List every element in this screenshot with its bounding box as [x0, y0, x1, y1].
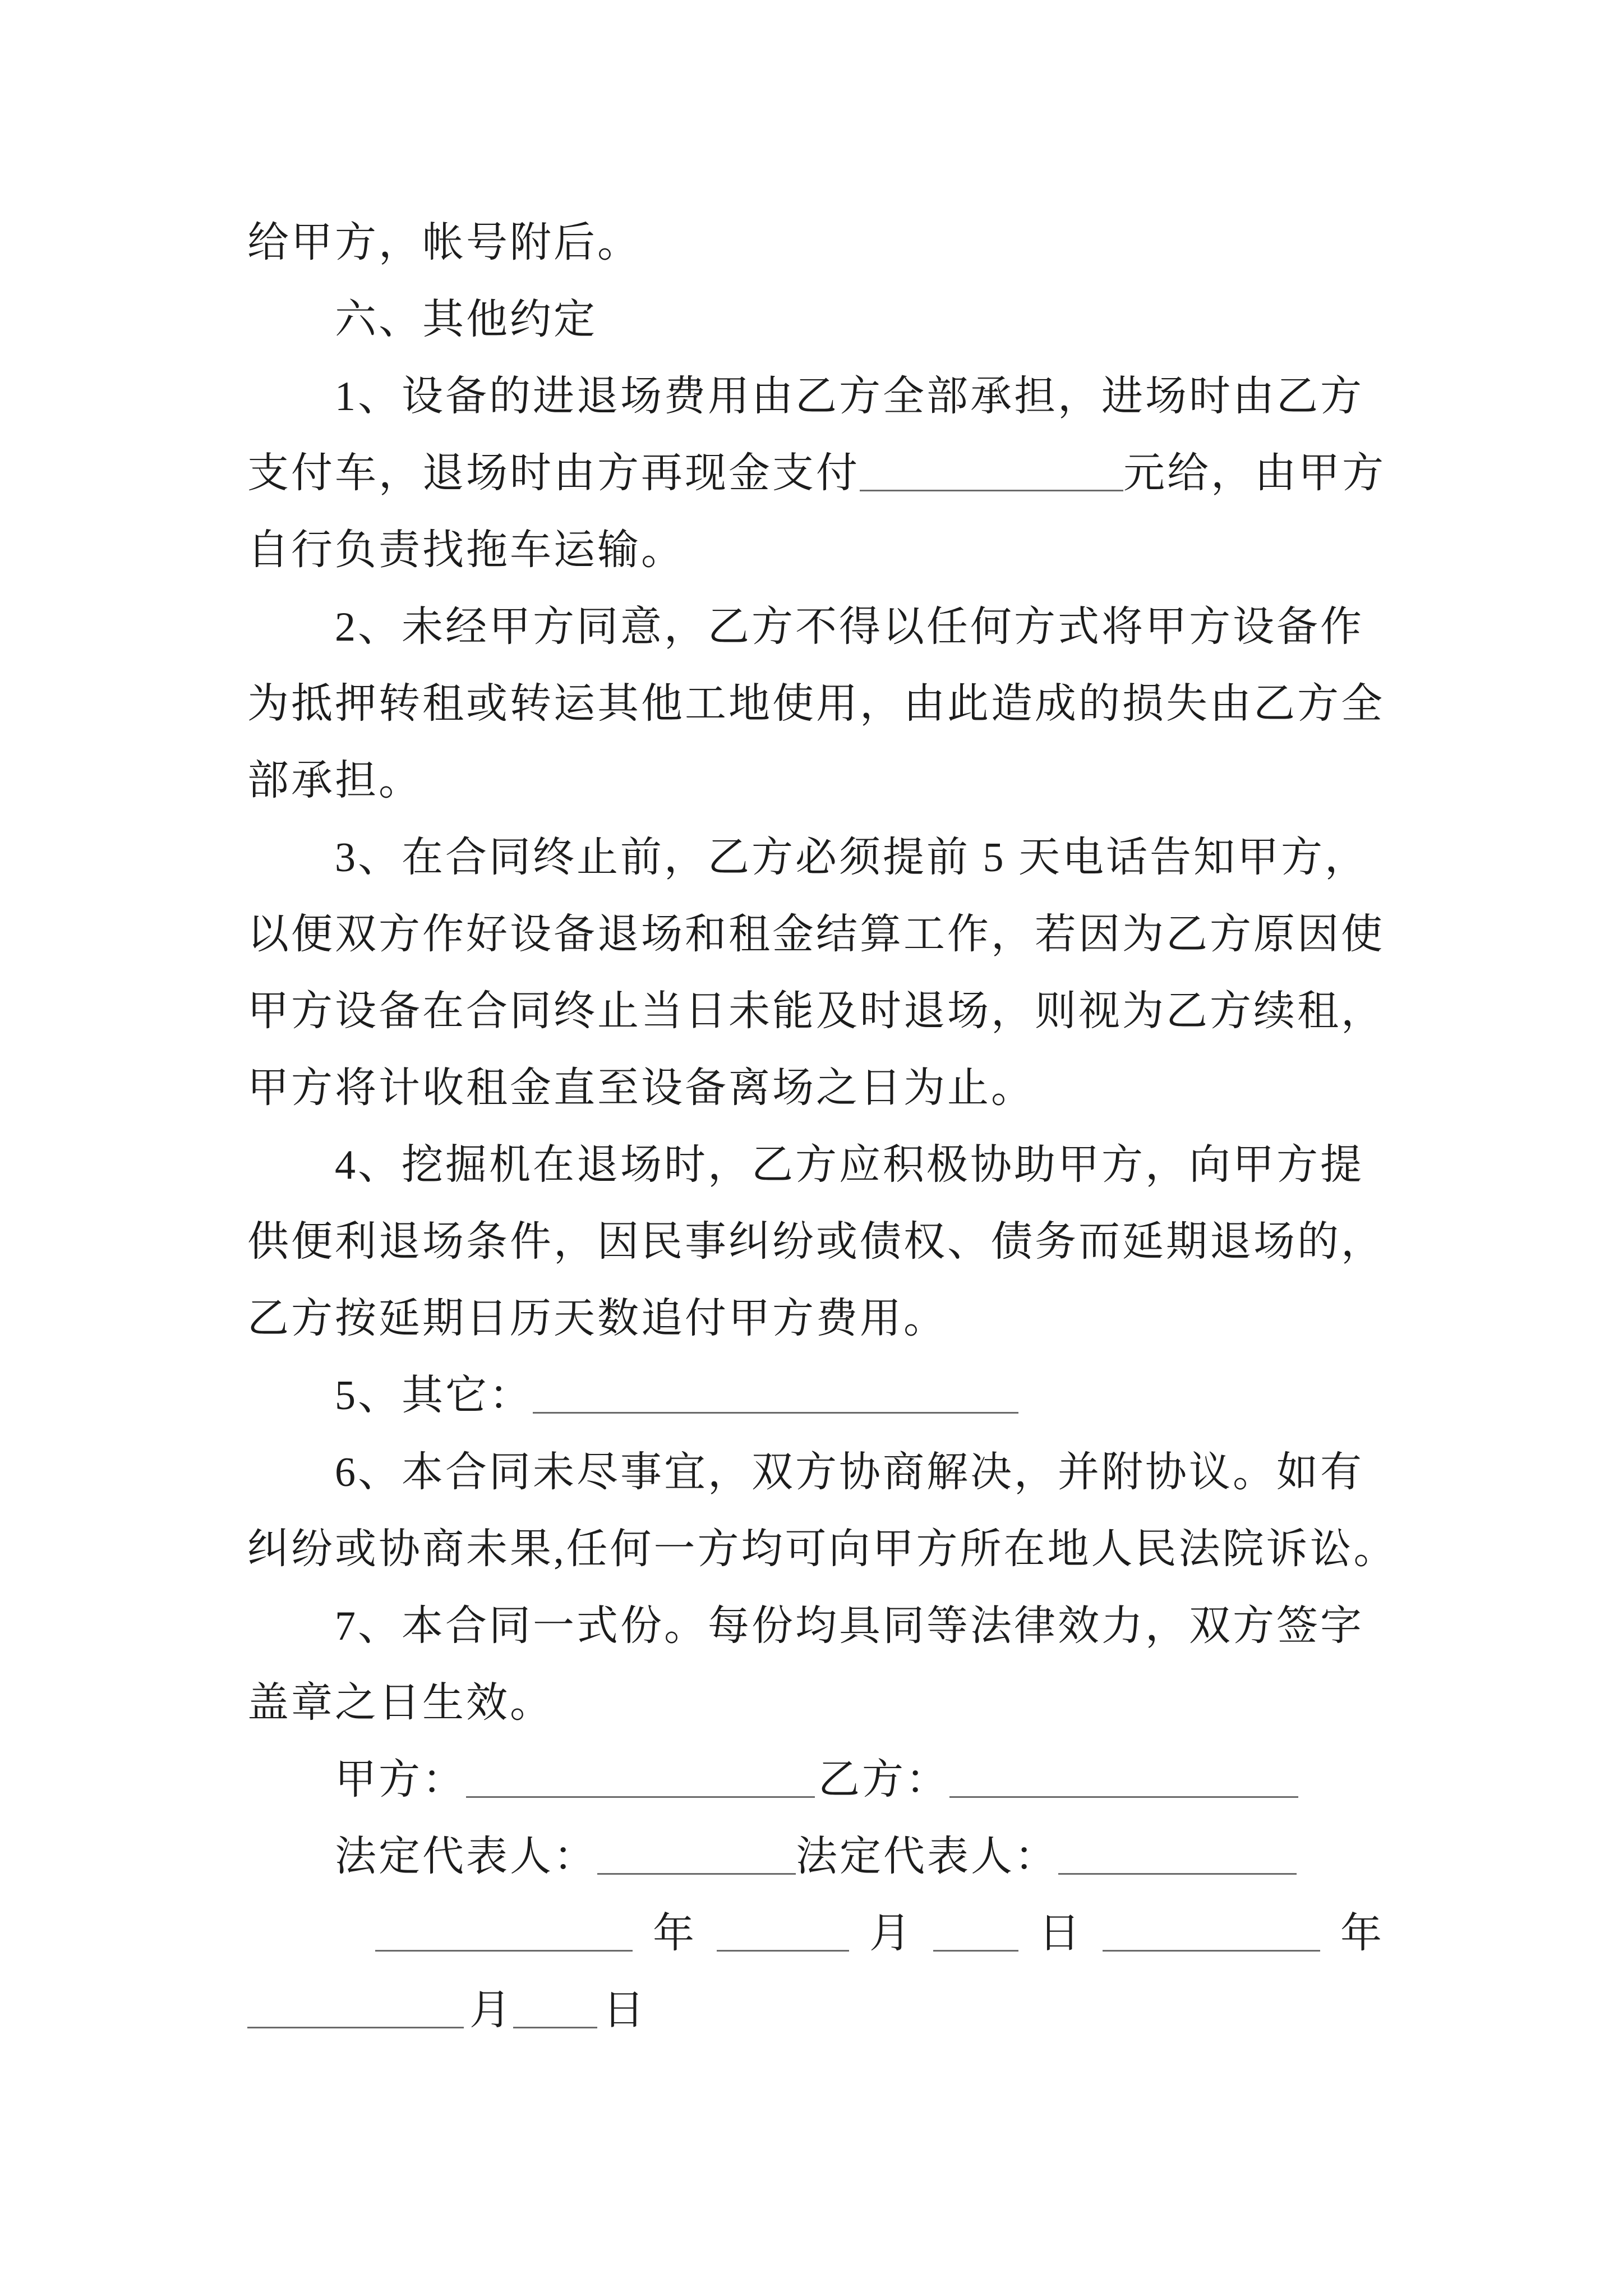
- rep-a-label: 法定代表人：: [335, 1834, 597, 1880]
- clause-line: 7、本合同一式份。每份均具同等法律效力，双方签字: [335, 1603, 1364, 1649]
- date-b-day-blank: [513, 1993, 597, 2028]
- document-body: [247, 205, 1436, 2049]
- date-b-day-label: 日: [603, 1987, 647, 2033]
- clause-line: 自行负责找拖车运输。: [247, 527, 685, 573]
- clause-line: 甲方将计收租金直至设备离场之日为止。: [247, 1065, 1035, 1111]
- clause-line: 部承担。: [247, 758, 422, 804]
- clause-2: [247, 589, 1436, 820]
- clause-line: 甲方设备在合同终止当日未能及时退场，则视为乙方续租，: [247, 988, 1385, 1034]
- clause-line: 以便双方作好设备退场和租金结算工作，若因为乙方原因使: [247, 912, 1385, 958]
- clause-line: 3、在合同终止前，乙方必须提前 5 天电话告知甲方，: [335, 835, 1368, 881]
- clause-line: [247, 435, 1436, 512]
- party-a-label: 甲方：: [335, 1757, 466, 1803]
- party-a-blank: [466, 1763, 815, 1798]
- fill-in-blank: [533, 1378, 1018, 1414]
- clause-line: 乙方按延期日历天数追付甲方费用。: [247, 1296, 947, 1342]
- clause-label: 5、其它：: [335, 1373, 533, 1419]
- date-line: [247, 1972, 1436, 2049]
- party-b-blank: [949, 1763, 1298, 1798]
- rep-a-blank: [597, 1839, 796, 1875]
- date-a-year-label: 年: [653, 1911, 697, 1957]
- clause-1: [247, 358, 1436, 589]
- date-line: [247, 1895, 1436, 1972]
- date-a-year-blank: [375, 1916, 633, 1952]
- party-b-label: 乙方：: [818, 1757, 949, 1803]
- clause-text: 支付车，退场时由方再现金支付: [247, 450, 860, 496]
- clause-6: [247, 1434, 1436, 1588]
- fill-in-blank: [860, 456, 1123, 491]
- date-b-year-label: 年: [1340, 1911, 1384, 1957]
- clause-line: 1、设备的进退场费用由乙方全部承担，进场时由乙方: [335, 374, 1364, 420]
- section-title: 六、其他约定: [335, 297, 597, 343]
- date-a-month-label: 月: [869, 1911, 913, 1957]
- date-b-month-blank: [247, 1993, 464, 2028]
- clause-5: [247, 1358, 1436, 1434]
- representative-line: [247, 1819, 1436, 1895]
- date-a-day-label: 日: [1039, 1911, 1082, 1957]
- continuation-line: 给甲方，帐号附后。: [247, 220, 641, 266]
- clause-7: [247, 1588, 1436, 1742]
- clause-3: [247, 820, 1436, 1127]
- clause-line: [247, 1358, 1436, 1434]
- signature-block: [247, 1742, 1436, 2049]
- date-a-month-blank: [717, 1916, 849, 1952]
- clause-line: 为抵押转租或转运其他工地使用，由此造成的损失由乙方全: [247, 681, 1385, 727]
- rep-b-label: 法定代表人：: [796, 1834, 1058, 1880]
- clause-4: [247, 1127, 1436, 1358]
- party-signature-line: [247, 1742, 1436, 1819]
- date-b-year-blank: [1103, 1916, 1320, 1952]
- rep-b-blank: [1058, 1839, 1297, 1875]
- date-a-day-blank: [933, 1916, 1018, 1952]
- date-b-month-label: 月: [469, 1987, 513, 2033]
- clause-line: 纠纷或协商未果,任何一方均可向甲方所在地人民法院诉讼。: [247, 1526, 1398, 1572]
- clause-line: 盖章之日生效。: [247, 1680, 554, 1726]
- clause-line: 6、本合同未尽事宜，双方协商解决，并附协议。如有: [335, 1450, 1364, 1496]
- clause-line: 2、未经甲方同意，乙方不得以任何方式将甲方设备作: [335, 604, 1364, 650]
- clause-line: 4、挖掘机在退场时，乙方应积极协助甲方，向甲方提: [335, 1142, 1364, 1188]
- clause-text: 元给，由甲方: [1123, 450, 1386, 496]
- clause-line: 供便利退场条件，因民事纠纷或债权、债务而延期退场的，: [247, 1219, 1385, 1265]
